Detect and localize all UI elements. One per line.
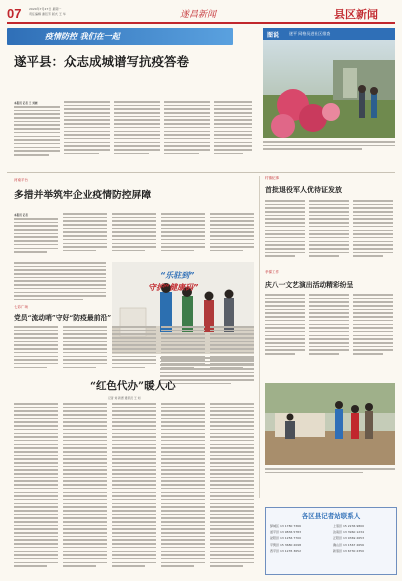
right-photo-image <box>263 40 395 138</box>
story2-column-4 <box>161 213 205 254</box>
contact-phone: 13 6730 2350 <box>342 548 364 553</box>
right-photo-tag-label: 图说 <box>267 32 280 39</box>
contact-box <box>265 507 397 575</box>
editor-line: 责任编辑 谢钰芳 版式 王 华 <box>29 12 66 16</box>
bottom-story-title: “红色代办”暖人心 <box>90 380 176 392</box>
paper-logo: 遂昌新闻 <box>180 10 217 20</box>
bottom-story-column-5 <box>210 403 254 569</box>
story2-byline: 本报讯 记者 <box>14 214 28 217</box>
contact-phone: 13 1780 7366 <box>279 524 301 528</box>
story3-column-3 <box>353 200 393 259</box>
contact-phone: 15 2236 9800 <box>342 524 364 528</box>
center-photo-title-bottom: 守护“健康码” <box>148 283 199 292</box>
lead-column-3 <box>114 101 160 156</box>
story2-column-1 <box>14 218 58 255</box>
story5-column-5 <box>210 326 254 370</box>
story5-title: 党员“流动哨”守好“防疫最前沿” <box>14 314 112 322</box>
story4-column-1 <box>265 294 305 357</box>
story2-kicker: 河南平台 <box>14 178 28 182</box>
section-title: 县区新闻 <box>334 8 378 21</box>
contact-row <box>333 530 392 534</box>
lead-column-5 <box>214 101 252 156</box>
contact-phone: 13 9369 2653 <box>342 536 364 541</box>
contact-phone: 13 9836 5783 <box>279 530 301 535</box>
story2-continued <box>14 262 106 303</box>
contact-area: 驿城区 <box>270 524 280 528</box>
contact-area: 西平县 <box>270 548 280 553</box>
story3-title: 首批退役军人优待证发放 <box>265 185 342 194</box>
story3-column-2 <box>309 200 349 259</box>
story4-title: 庆八一文艺演出活动精彩纷呈 <box>265 281 354 289</box>
story5-column-2 <box>63 326 107 370</box>
contact-area: 汝南县 <box>333 530 343 535</box>
story2-title: 多措并举筑牢企业疫情防控屏障 <box>14 190 152 201</box>
contact-phone: 13 3960 1234 <box>342 530 364 535</box>
contact-row <box>333 549 392 553</box>
banner-text: 疫情防控 我们在一起 <box>45 32 120 41</box>
bottom-right-photo-caption <box>265 468 395 475</box>
column-rule <box>259 176 260 498</box>
contact-phone: 13 1256 7700 <box>279 536 301 541</box>
story2-column-3 <box>112 213 156 254</box>
masthead-rule <box>7 22 395 24</box>
contact-box-title: 各区县记者站联系人 <box>301 512 361 520</box>
contact-row <box>333 536 392 540</box>
bottom-story-column-4 <box>161 403 205 569</box>
right-photo-caption <box>263 141 395 152</box>
contact-area: 遂平县 <box>270 530 280 535</box>
date-line: 2020年7月27日 星期一 <box>29 7 62 11</box>
contact-area: 确山县 <box>333 542 343 547</box>
bottom-right-photo-image <box>265 383 395 465</box>
banner <box>7 28 233 45</box>
story5-column-3 <box>112 326 156 370</box>
contact-area: 上蔡县 <box>333 524 343 528</box>
contact-list <box>270 524 392 553</box>
page-number: 07 <box>7 6 22 21</box>
contact-row <box>270 549 329 553</box>
right-photo-tag <box>263 28 395 40</box>
contact-row <box>270 530 329 534</box>
story4-kicker: 孝悌工作 <box>265 270 279 274</box>
story2-column-5 <box>210 213 254 254</box>
story5-kicker: 七彩广场 <box>14 305 28 309</box>
contact-area: 平舆县 <box>270 542 280 547</box>
lead-byline: 本报讯 记者 王 刘晓 <box>14 102 38 105</box>
bottom-right-photo <box>265 383 395 465</box>
bottom-story-column-2 <box>63 403 107 569</box>
contact-area: 新蔡县 <box>333 548 343 553</box>
story5-column-4 <box>161 326 205 370</box>
section-divider <box>7 172 395 173</box>
story3-column-1 <box>265 200 305 259</box>
contact-row <box>333 543 392 547</box>
lead-title: 遂平县：众志成城谱写抗疫答卷 <box>14 54 190 69</box>
contact-row <box>270 524 329 528</box>
center-photo-title-top: “乐驻到” <box>160 271 195 280</box>
right-photo-tag-title: 遂平 网格员进社区排查 <box>289 31 331 36</box>
contact-phone: 13 1567 2656 <box>342 542 364 547</box>
bottom-story-byline: 记者 刘 新德 通讯员 王 刘 <box>108 396 141 400</box>
contact-area: 正阳县 <box>333 536 343 541</box>
right-photo <box>263 40 395 138</box>
story4-column-3 <box>353 294 393 357</box>
contact-row <box>270 543 329 547</box>
story3-kicker: 村镇纪事 <box>265 176 279 180</box>
bottom-story-column-3 <box>112 403 156 569</box>
story2-column-2 <box>63 213 107 254</box>
bottom-story-column-1 <box>14 403 58 569</box>
lead-column-2 <box>64 101 110 156</box>
contact-row <box>333 524 392 528</box>
contact-area: 泌阳县 <box>270 536 280 541</box>
story4-column-2 <box>309 294 349 357</box>
contact-row <box>270 536 329 540</box>
lead-column-1 <box>14 106 60 158</box>
lead-column-4 <box>164 101 210 156</box>
story5-column-1 <box>14 326 58 370</box>
contact-phone: 15 3680 2098 <box>279 542 301 547</box>
contact-phone: 13 1235 3652 <box>279 548 301 553</box>
